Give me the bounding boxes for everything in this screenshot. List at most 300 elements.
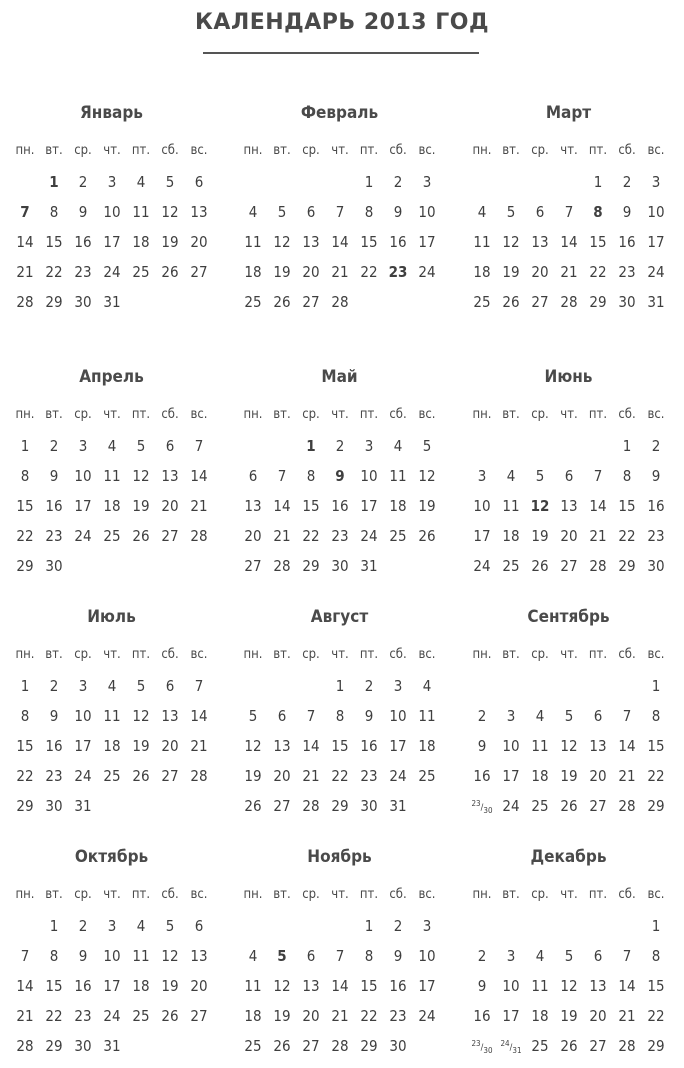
day-cell: 22 — [618, 527, 636, 545]
day-cell: 10 — [74, 467, 92, 485]
day-cell: 18 — [103, 737, 121, 755]
day-cell: 19 — [132, 497, 150, 515]
weekday-header: сб. — [618, 143, 636, 158]
day-cell: 11 — [103, 467, 121, 485]
day-cell: 2 — [364, 677, 374, 695]
day-cell: 1 — [364, 173, 374, 191]
day-cell: 24 — [74, 767, 92, 785]
day-cell: 16 — [331, 497, 349, 515]
day-cell: 25 — [418, 767, 436, 785]
day-cell: 8 — [20, 707, 30, 725]
day-cell: 27 — [244, 557, 262, 575]
day-cell: 24 — [418, 263, 436, 281]
day-cell: 1 — [364, 917, 374, 935]
month-name: Май — [321, 367, 358, 387]
month-name: Март — [545, 103, 592, 123]
month-name: Август — [310, 607, 369, 627]
weekday-header: вт. — [273, 647, 291, 662]
weekday-header: пн. — [15, 407, 35, 422]
day-cell: 20 — [589, 767, 607, 785]
weekday-header: чт. — [103, 647, 121, 662]
day-cell: 25 — [531, 1037, 549, 1055]
day-cell: 18 — [132, 977, 150, 995]
day-cell: 4 — [393, 437, 403, 455]
day-cell: 13 — [190, 203, 208, 221]
day-cell: 29 — [618, 557, 636, 575]
day-cell: 14 — [331, 233, 349, 251]
day-cell: 26 — [132, 527, 150, 545]
day-cell: 16 — [618, 233, 636, 251]
weekday-header: пн. — [243, 143, 263, 158]
weekday-header: вт. — [273, 143, 291, 158]
day-cell: 5 — [248, 707, 258, 725]
day-cell: 14 — [190, 467, 208, 485]
day-cell: 31 — [103, 1037, 121, 1055]
day-cell: 10 — [502, 737, 520, 755]
day-cell: 9 — [393, 947, 403, 965]
weekday-header: пн. — [15, 143, 35, 158]
day-cell: 3 — [393, 677, 403, 695]
day-cell: 16 — [647, 497, 665, 515]
day-cell: 22 — [360, 263, 378, 281]
day-cell: 2 — [78, 173, 88, 191]
day-cell: 8 — [49, 203, 59, 221]
day-cell: 23 — [331, 527, 349, 545]
day-cell: 21 — [618, 767, 636, 785]
day-cell: 21 — [273, 527, 291, 545]
day-cell: 30 — [360, 797, 378, 815]
weekday-header: сб. — [161, 887, 179, 902]
day-cell: 10 — [647, 203, 665, 221]
day-cell: 16 — [473, 1007, 491, 1025]
day-cell: 30 — [74, 293, 92, 311]
day-cell: 2 — [622, 173, 632, 191]
day-cell: 8 — [49, 947, 59, 965]
weekday-header: вс. — [647, 647, 665, 662]
day-cell: 15 — [360, 977, 378, 995]
day-cell: 3 — [364, 437, 374, 455]
day-cell: 17 — [473, 527, 491, 545]
month-name: Сентябрь — [527, 607, 610, 627]
day-cell: 10 — [473, 497, 491, 515]
day-cell: 28 — [589, 557, 607, 575]
day-cell: 11 — [244, 233, 262, 251]
day-cell: 1 — [593, 173, 603, 191]
day-cell: 22 — [302, 527, 320, 545]
day-cell: 17 — [418, 977, 436, 995]
day-cell: 3 — [506, 707, 516, 725]
day-cell: 16 — [360, 737, 378, 755]
weekday-header: ср. — [302, 887, 320, 902]
day-cell: 23 — [618, 263, 636, 281]
day-cell: 17 — [647, 233, 665, 251]
day-cell: 18 — [132, 233, 150, 251]
day-cell: 30 — [618, 293, 636, 311]
day-cell: 21 — [331, 1007, 349, 1025]
weekday-header: вт. — [273, 407, 291, 422]
day-cell: 14 — [190, 707, 208, 725]
day-cell: 16 — [389, 233, 407, 251]
day-cell: 12 — [132, 707, 150, 725]
day-cell: 29 — [302, 557, 320, 575]
day-cell: 13 — [531, 233, 549, 251]
day-cell: 22 — [647, 767, 665, 785]
weekday-header: ср. — [531, 887, 549, 902]
weekday-header: ср. — [74, 887, 92, 902]
day-cell: $^{24}/_{31}$ — [500, 1039, 522, 1055]
day-cell: 11 — [502, 497, 520, 515]
day-cell: 4 — [535, 707, 545, 725]
day-cell: 26 — [273, 1037, 291, 1055]
day-cell: 4 — [107, 437, 117, 455]
day-cell: 11 — [531, 737, 549, 755]
day-cell: 24 — [473, 557, 491, 575]
day-cell: 5 — [564, 947, 574, 965]
day-cell: 8 — [20, 467, 30, 485]
day-cell: 19 — [560, 767, 578, 785]
day-cell: 27 — [560, 557, 578, 575]
day-cell: 20 — [244, 527, 262, 545]
day-cell: 27 — [531, 293, 549, 311]
day-cell: 20 — [560, 527, 578, 545]
day-cell: 15 — [647, 977, 665, 995]
day-cell: 29 — [647, 1037, 665, 1055]
day-cell: 4 — [248, 947, 258, 965]
weekday-header: пт. — [359, 647, 379, 662]
day-cell: 21 — [589, 527, 607, 545]
day-cell: 17 — [103, 977, 121, 995]
weekday-header: ср. — [302, 143, 320, 158]
day-cell: 15 — [647, 737, 665, 755]
weekday-header: вс. — [418, 143, 436, 158]
day-cell: 23 — [360, 767, 378, 785]
weekday-header: пт. — [588, 407, 608, 422]
weekday-header: вт. — [502, 407, 520, 422]
weekday-header: пн. — [15, 887, 35, 902]
weekday-header: вт. — [502, 647, 520, 662]
day-cell: 5 — [277, 203, 287, 221]
weekday-header: ср. — [531, 407, 549, 422]
weekday-header: вт. — [45, 143, 63, 158]
title-underline — [203, 52, 479, 54]
day-cell: 7 — [622, 947, 632, 965]
month-name: Апрель — [79, 367, 144, 387]
weekday-header: вс. — [418, 647, 436, 662]
day-cell: 7 — [277, 467, 287, 485]
day-cell: 26 — [132, 767, 150, 785]
weekday-header: пт. — [588, 647, 608, 662]
day-cell: 30 — [647, 557, 665, 575]
day-cell: 16 — [473, 767, 491, 785]
day-cell: 20 — [302, 263, 320, 281]
day-cell: 8 — [364, 203, 374, 221]
month-name: Февраль — [300, 103, 379, 123]
day-cell: 24 — [389, 767, 407, 785]
day-cell: 28 — [618, 797, 636, 815]
day-cell: 31 — [74, 797, 92, 815]
day-cell: 15 — [618, 497, 636, 515]
day-cell: 12 — [273, 233, 291, 251]
day-cell: 28 — [302, 797, 320, 815]
day-cell: 26 — [560, 1037, 578, 1055]
day-cell: 26 — [161, 263, 179, 281]
weekday-header: ср. — [302, 407, 320, 422]
weekday-header: вс. — [190, 887, 208, 902]
day-cell: 6 — [277, 707, 287, 725]
day-cell: 27 — [302, 293, 320, 311]
day-cell: 11 — [132, 947, 150, 965]
day-cell: 14 — [618, 737, 636, 755]
day-cell: 10 — [418, 947, 436, 965]
weekday-header: сб. — [618, 407, 636, 422]
day-cell: 2 — [335, 437, 345, 455]
day-cell: 4 — [136, 917, 146, 935]
day-cell: 5 — [165, 173, 175, 191]
day-cell: 25 — [132, 263, 150, 281]
weekday-header: пт. — [131, 647, 151, 662]
day-cell: 2 — [393, 173, 403, 191]
day-cell: 3 — [477, 467, 487, 485]
weekday-header: пт. — [131, 143, 151, 158]
day-cell: 30 — [74, 1037, 92, 1055]
day-cell: 17 — [389, 737, 407, 755]
day-cell: 7 — [20, 203, 30, 221]
weekday-header: вт. — [45, 647, 63, 662]
weekday-header: вс. — [418, 887, 436, 902]
day-cell: 25 — [103, 767, 121, 785]
day-cell: 14 — [618, 977, 636, 995]
day-cell: 22 — [331, 767, 349, 785]
day-cell: 20 — [531, 263, 549, 281]
day-cell: 3 — [107, 173, 117, 191]
day-cell: 9 — [622, 203, 632, 221]
day-cell: 8 — [306, 467, 316, 485]
day-cell: 26 — [161, 1007, 179, 1025]
day-cell: 28 — [273, 557, 291, 575]
weekday-header: пн. — [15, 647, 35, 662]
day-cell: 6 — [165, 677, 175, 695]
day-cell: 16 — [389, 977, 407, 995]
day-cell: 12 — [273, 977, 291, 995]
day-cell: 29 — [589, 293, 607, 311]
day-cell: 12 — [132, 467, 150, 485]
day-cell: 1 — [651, 677, 661, 695]
day-cell: 24 — [502, 797, 520, 815]
day-cell: 27 — [190, 263, 208, 281]
day-cell: 5 — [564, 707, 574, 725]
day-cell: 22 — [647, 1007, 665, 1025]
day-cell: 12 — [560, 977, 578, 995]
weekday-header: вс. — [190, 143, 208, 158]
day-cell: 9 — [49, 707, 59, 725]
day-cell: 27 — [161, 527, 179, 545]
day-cell: 15 — [45, 233, 63, 251]
day-cell: 11 — [244, 977, 262, 995]
day-cell: 7 — [622, 707, 632, 725]
day-cell: 4 — [422, 677, 432, 695]
day-cell: 14 — [273, 497, 291, 515]
day-cell: 19 — [161, 233, 179, 251]
day-cell: 31 — [360, 557, 378, 575]
day-cell: 22 — [360, 1007, 378, 1025]
month-name: Ноябрь — [307, 847, 372, 867]
weekday-header: вс. — [647, 887, 665, 902]
weekday-header: вс. — [647, 407, 665, 422]
weekday-header: чт. — [103, 143, 121, 158]
day-cell: 25 — [132, 1007, 150, 1025]
day-cell: 18 — [389, 497, 407, 515]
day-cell: 19 — [502, 263, 520, 281]
weekday-header: ср. — [531, 647, 549, 662]
day-cell: 12 — [418, 467, 436, 485]
day-cell: 13 — [161, 707, 179, 725]
day-cell: 28 — [190, 767, 208, 785]
day-cell: 1 — [335, 677, 345, 695]
weekday-header: чт. — [331, 407, 349, 422]
day-cell: 6 — [593, 947, 603, 965]
day-cell: 17 — [74, 497, 92, 515]
calendar-title: КАЛЕНДАРЬ 2013 ГОД — [194, 10, 490, 35]
day-cell: 14 — [16, 233, 34, 251]
day-cell: 29 — [647, 797, 665, 815]
day-cell: 7 — [593, 467, 603, 485]
day-cell: 7 — [335, 947, 345, 965]
day-cell: 9 — [335, 467, 345, 485]
weekday-header: вт. — [45, 407, 63, 422]
day-cell: 25 — [502, 557, 520, 575]
day-cell: 17 — [502, 767, 520, 785]
day-cell: 18 — [418, 737, 436, 755]
weekday-header: чт. — [560, 407, 578, 422]
day-cell: 26 — [560, 797, 578, 815]
day-cell: 28 — [16, 1037, 34, 1055]
day-cell: 25 — [473, 293, 491, 311]
weekday-header: сб. — [389, 647, 407, 662]
month-name: Июль — [87, 607, 136, 627]
weekday-header: вс. — [418, 407, 436, 422]
day-cell: 31 — [389, 797, 407, 815]
day-cell: 16 — [74, 977, 92, 995]
day-cell: 15 — [302, 497, 320, 515]
day-cell: 8 — [651, 947, 661, 965]
day-cell: 30 — [331, 557, 349, 575]
day-cell: 26 — [418, 527, 436, 545]
weekday-header: чт. — [331, 143, 349, 158]
day-cell: 9 — [393, 203, 403, 221]
day-cell: 20 — [161, 497, 179, 515]
day-cell: 21 — [618, 1007, 636, 1025]
day-cell: 6 — [165, 437, 175, 455]
day-cell: 30 — [45, 557, 63, 575]
day-cell: 6 — [306, 203, 316, 221]
day-cell: 29 — [45, 1037, 63, 1055]
day-cell: 11 — [103, 707, 121, 725]
day-cell: 21 — [331, 263, 349, 281]
weekday-header: сб. — [161, 143, 179, 158]
day-cell: 15 — [589, 233, 607, 251]
weekday-header: вт. — [45, 887, 63, 902]
day-cell: 30 — [389, 1037, 407, 1055]
day-cell: 5 — [535, 467, 545, 485]
weekday-header: вс. — [190, 407, 208, 422]
day-cell: 7 — [564, 203, 574, 221]
day-cell: 6 — [248, 467, 258, 485]
day-cell: 28 — [331, 1037, 349, 1055]
day-cell: 2 — [78, 917, 88, 935]
weekday-header: ср. — [74, 143, 92, 158]
day-cell: 15 — [16, 497, 34, 515]
day-cell: 4 — [506, 467, 516, 485]
day-cell: 21 — [190, 497, 208, 515]
day-cell: 5 — [165, 917, 175, 935]
month-name: Январь — [80, 103, 143, 123]
day-cell: 10 — [418, 203, 436, 221]
day-cell: 7 — [194, 677, 204, 695]
weekday-header: пт. — [359, 143, 379, 158]
weekday-header: сб. — [618, 887, 636, 902]
day-cell: 9 — [78, 203, 88, 221]
day-cell: 10 — [103, 947, 121, 965]
month-name: Декабрь — [530, 847, 607, 867]
weekday-header: сб. — [618, 647, 636, 662]
day-cell: 23 — [45, 767, 63, 785]
day-cell: 30 — [45, 797, 63, 815]
day-cell: 13 — [190, 947, 208, 965]
day-cell: 20 — [190, 233, 208, 251]
day-cell: 2 — [49, 677, 59, 695]
day-cell: 8 — [593, 203, 603, 221]
weekday-header: пт. — [359, 887, 379, 902]
day-cell: 10 — [502, 977, 520, 995]
day-cell: 11 — [473, 233, 491, 251]
day-cell: 26 — [531, 557, 549, 575]
day-cell: 3 — [78, 677, 88, 695]
day-cell: 6 — [194, 917, 204, 935]
weekday-header: ср. — [74, 647, 92, 662]
day-cell: 20 — [190, 977, 208, 995]
weekday-header: сб. — [161, 407, 179, 422]
weekday-header: сб. — [161, 647, 179, 662]
day-cell: 24 — [418, 1007, 436, 1025]
day-cell: 4 — [107, 677, 117, 695]
day-cell: 14 — [560, 233, 578, 251]
day-cell: 13 — [560, 497, 578, 515]
day-cell: 31 — [103, 293, 121, 311]
weekday-header: чт. — [560, 647, 578, 662]
day-cell: 15 — [45, 977, 63, 995]
day-cell: 19 — [560, 1007, 578, 1025]
day-cell: 23 — [388, 263, 408, 281]
day-cell: 13 — [302, 977, 320, 995]
day-cell: 5 — [136, 437, 146, 455]
day-cell: 21 — [16, 1007, 34, 1025]
day-cell: 20 — [302, 1007, 320, 1025]
day-cell: 15 — [360, 233, 378, 251]
day-cell: 1 — [20, 677, 30, 695]
weekday-header: вт. — [502, 887, 520, 902]
day-cell: 31 — [647, 293, 665, 311]
weekday-header: пн. — [243, 887, 263, 902]
day-cell: 14 — [302, 737, 320, 755]
day-cell: 10 — [103, 203, 121, 221]
day-cell: 4 — [136, 173, 146, 191]
day-cell: 1 — [49, 917, 59, 935]
weekday-header: пн. — [472, 407, 492, 422]
day-cell: 5 — [422, 437, 432, 455]
day-cell: 19 — [244, 767, 262, 785]
weekday-header: вс. — [647, 143, 665, 158]
day-cell: 28 — [618, 1037, 636, 1055]
